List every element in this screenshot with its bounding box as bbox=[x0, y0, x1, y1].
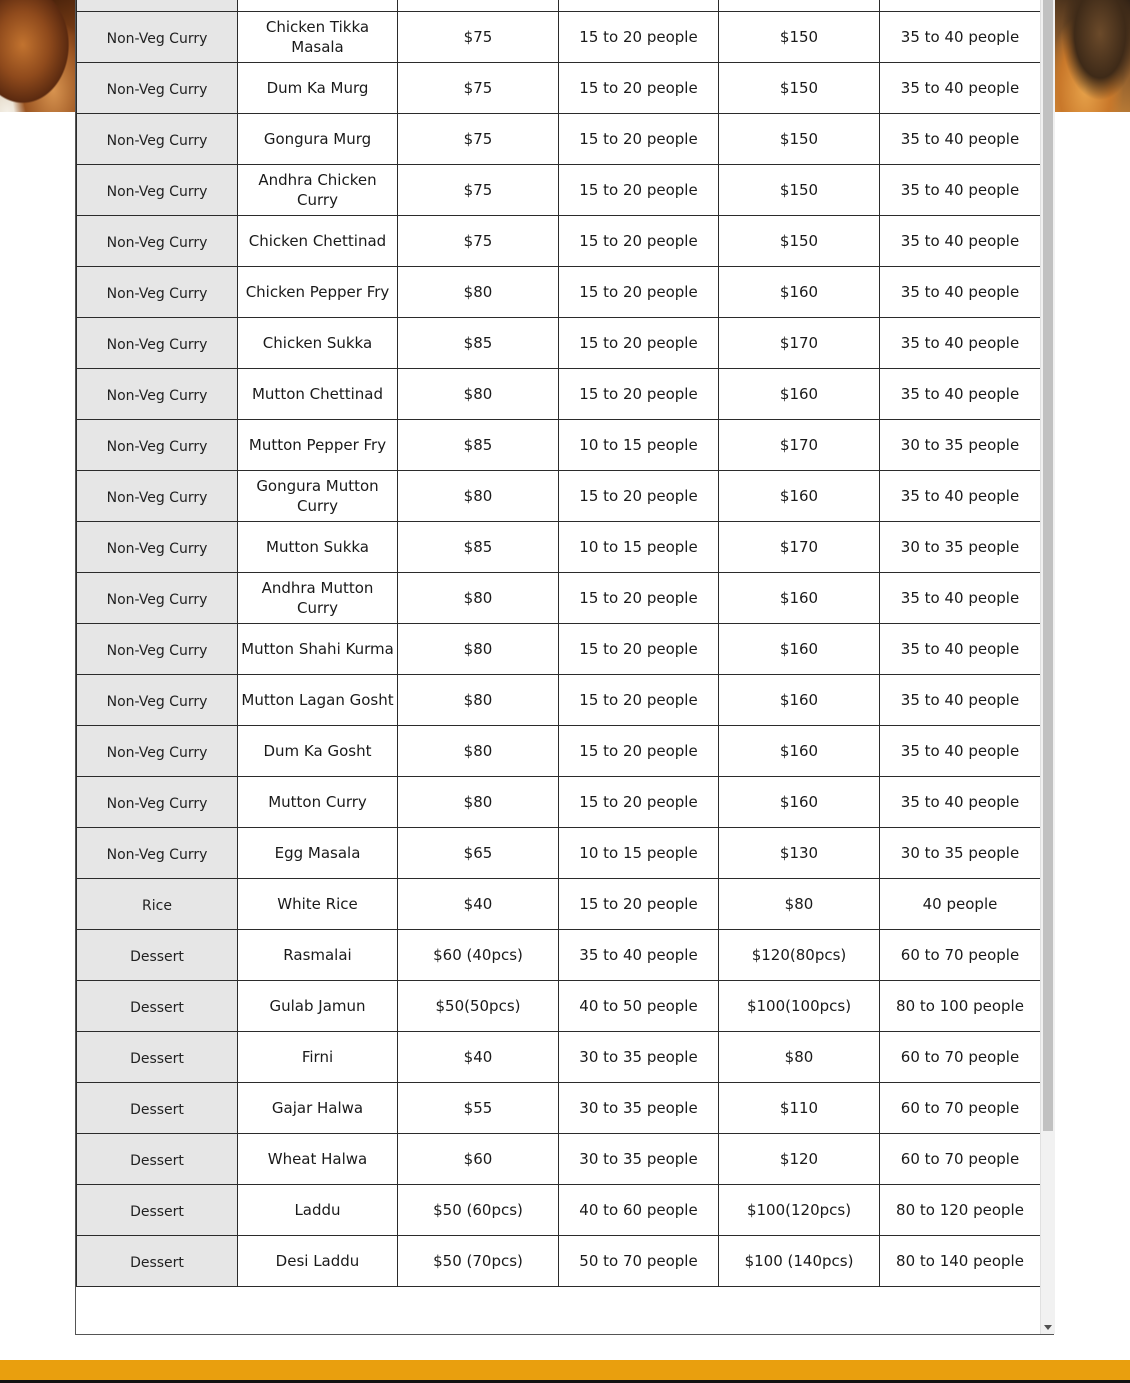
full-tray-serves-cell: 60 to 70 people bbox=[880, 930, 1041, 981]
half-tray-price-cell: $80 bbox=[398, 471, 559, 522]
table-row bbox=[77, 216, 1041, 267]
half-tray-serves-cell: 30 to 35 people bbox=[559, 1083, 719, 1134]
half-tray-price-cell: $60 bbox=[398, 1134, 559, 1185]
table-row bbox=[77, 1083, 1041, 1134]
half-tray-price-cell: $50(50pcs) bbox=[398, 981, 559, 1032]
full-tray-price-cell: $160 bbox=[719, 624, 880, 675]
category-cell bbox=[77, 1134, 238, 1185]
half-tray-serves-cell: 15 to 20 people bbox=[559, 369, 719, 420]
item-name-cell: Chicken Pepper Fry bbox=[238, 267, 398, 318]
half-tray-serves-cell: 15 to 20 people bbox=[559, 318, 719, 369]
item-name-cell: Andhra Mutton Curry bbox=[238, 573, 398, 624]
half-tray-serves-cell: 15 to 20 people bbox=[559, 216, 719, 267]
full-tray-serves-cell: 35 to 40 people bbox=[880, 267, 1041, 318]
category-cell bbox=[77, 63, 238, 114]
category-label: Non-Veg Curry bbox=[106, 643, 208, 659]
full-tray-serves-cell: 35 to 40 people bbox=[880, 573, 1041, 624]
half-tray-serves-cell: 35 to 40 people bbox=[559, 930, 719, 981]
category-cell bbox=[77, 522, 238, 573]
half-tray-price-cell: $50 (70pcs) bbox=[398, 1236, 559, 1287]
table-row bbox=[77, 573, 1041, 624]
full-tray-serves-cell: 35 to 40 people bbox=[880, 726, 1041, 777]
category-label: Non-Veg Curry bbox=[106, 745, 208, 761]
half-tray-price-cell: $75 bbox=[398, 114, 559, 165]
table-row bbox=[77, 981, 1041, 1032]
half-tray-serves-cell: 15 to 20 people bbox=[559, 267, 719, 318]
full-tray-serves-cell bbox=[880, 0, 1041, 12]
half-tray-price-cell: $65 bbox=[398, 828, 559, 879]
half-tray-price-cell: $85 bbox=[398, 522, 559, 573]
full-tray-price-cell: $170 bbox=[719, 318, 880, 369]
table-row bbox=[77, 675, 1041, 726]
table-row bbox=[77, 624, 1041, 675]
menu-table-container[interactable] bbox=[75, 0, 1054, 1335]
half-tray-serves-cell: 15 to 20 people bbox=[559, 471, 719, 522]
category-label: Dessert bbox=[130, 1102, 184, 1118]
table-row bbox=[77, 63, 1041, 114]
table-scrollbar[interactable] bbox=[1040, 0, 1055, 1334]
table-row bbox=[77, 12, 1041, 63]
category-cell bbox=[77, 216, 238, 267]
full-tray-price-cell: $150 bbox=[719, 114, 880, 165]
item-name-cell: Andhra Chicken Curry bbox=[238, 165, 398, 216]
full-tray-price-cell: $80 bbox=[719, 1032, 880, 1083]
catering-menu-table bbox=[76, 0, 1041, 1287]
full-tray-price-cell: $160 bbox=[719, 777, 880, 828]
category-label: Non-Veg Curry bbox=[106, 490, 208, 506]
category-cell bbox=[77, 1185, 238, 1236]
half-tray-price-cell bbox=[398, 0, 559, 12]
full-tray-serves-cell: 80 to 140 people bbox=[880, 1236, 1041, 1287]
full-tray-price-cell: $170 bbox=[719, 522, 880, 573]
category-cell bbox=[77, 573, 238, 624]
food-photo-right bbox=[1055, 0, 1130, 112]
full-tray-serves-cell: 35 to 40 people bbox=[880, 216, 1041, 267]
item-name-cell: Mutton Curry bbox=[238, 777, 398, 828]
table-row bbox=[77, 777, 1041, 828]
category-cell bbox=[77, 1236, 238, 1287]
food-photo-left bbox=[0, 0, 76, 112]
full-tray-serves-cell: 35 to 40 people bbox=[880, 63, 1041, 114]
category-label: Dessert bbox=[130, 1153, 184, 1169]
item-name-cell: Laddu bbox=[238, 1185, 398, 1236]
half-tray-serves-cell: 10 to 15 people bbox=[559, 420, 719, 471]
category-cell bbox=[77, 726, 238, 777]
category-cell bbox=[77, 828, 238, 879]
half-tray-serves-cell: 15 to 20 people bbox=[559, 675, 719, 726]
half-tray-serves-cell: 15 to 20 people bbox=[559, 12, 719, 63]
half-tray-price-cell: $80 bbox=[398, 777, 559, 828]
half-tray-price-cell: $55 bbox=[398, 1083, 559, 1134]
category-label: Non-Veg Curry bbox=[106, 592, 208, 608]
category-label: Non-Veg Curry bbox=[106, 439, 208, 455]
full-tray-serves-cell: 30 to 35 people bbox=[880, 522, 1041, 573]
full-tray-serves-cell: 35 to 40 people bbox=[880, 12, 1041, 63]
item-name-cell: White Rice bbox=[238, 879, 398, 930]
half-tray-serves-cell: 15 to 20 people bbox=[559, 63, 719, 114]
category-cell bbox=[77, 267, 238, 318]
full-tray-serves-cell: 35 to 40 people bbox=[880, 165, 1041, 216]
category-cell bbox=[77, 675, 238, 726]
item-name-cell: Desi Laddu bbox=[238, 1236, 398, 1287]
full-tray-serves-cell: 60 to 70 people bbox=[880, 1032, 1041, 1083]
half-tray-serves-cell: 40 to 60 people bbox=[559, 1185, 719, 1236]
category-label: Rice bbox=[142, 898, 172, 914]
item-name-cell: Gongura Murg bbox=[238, 114, 398, 165]
table-row bbox=[77, 1134, 1041, 1185]
scrollbar-thumb[interactable] bbox=[1043, 0, 1053, 1131]
item-name-cell: Chicken Sukka bbox=[238, 318, 398, 369]
full-tray-serves-cell: 35 to 40 people bbox=[880, 624, 1041, 675]
item-name-cell: Mutton Sukka bbox=[238, 522, 398, 573]
item-name-cell bbox=[238, 0, 398, 12]
full-tray-price-cell: $150 bbox=[719, 12, 880, 63]
category-label: Non-Veg Curry bbox=[106, 133, 208, 149]
item-name-cell: Egg Masala bbox=[238, 828, 398, 879]
half-tray-price-cell: $40 bbox=[398, 1032, 559, 1083]
category-label: Non-Veg Curry bbox=[106, 694, 208, 710]
table-row bbox=[77, 267, 1041, 318]
half-tray-price-cell: $80 bbox=[398, 573, 559, 624]
category-cell bbox=[77, 12, 238, 63]
full-tray-serves-cell: 35 to 40 people bbox=[880, 369, 1041, 420]
item-name-cell: Wheat Halwa bbox=[238, 1134, 398, 1185]
half-tray-price-cell: $75 bbox=[398, 216, 559, 267]
category-label: Non-Veg Curry bbox=[106, 286, 208, 302]
half-tray-serves-cell: 30 to 35 people bbox=[559, 1134, 719, 1185]
half-tray-serves-cell: 15 to 20 people bbox=[559, 777, 719, 828]
item-name-cell: Mutton Chettinad bbox=[238, 369, 398, 420]
half-tray-serves-cell: 40 to 50 people bbox=[559, 981, 719, 1032]
full-tray-price-cell: $100(100pcs) bbox=[719, 981, 880, 1032]
category-label: Non-Veg Curry bbox=[106, 847, 208, 863]
category-cell bbox=[77, 777, 238, 828]
full-tray-price-cell: $110 bbox=[719, 1083, 880, 1134]
full-tray-price-cell: $160 bbox=[719, 471, 880, 522]
category-label: Dessert bbox=[130, 949, 184, 965]
category-label: Dessert bbox=[130, 1204, 184, 1220]
category-label: Dessert bbox=[130, 1051, 184, 1067]
table-row bbox=[77, 318, 1041, 369]
table-row bbox=[77, 1185, 1041, 1236]
full-tray-price-cell: $100 (140pcs) bbox=[719, 1236, 880, 1287]
full-tray-price-cell: $160 bbox=[719, 573, 880, 624]
half-tray-price-cell: $80 bbox=[398, 726, 559, 777]
half-tray-price-cell: $60 (40pcs) bbox=[398, 930, 559, 981]
half-tray-serves-cell bbox=[559, 0, 719, 12]
category-cell bbox=[77, 624, 238, 675]
category-cell bbox=[77, 1083, 238, 1134]
table-row bbox=[77, 522, 1041, 573]
full-tray-price-cell: $150 bbox=[719, 216, 880, 267]
category-label: Non-Veg Curry bbox=[106, 82, 208, 98]
table-row bbox=[77, 1236, 1041, 1287]
category-label: Dessert bbox=[130, 1000, 184, 1016]
table-row bbox=[77, 726, 1041, 777]
half-tray-serves-cell: 30 to 35 people bbox=[559, 1032, 719, 1083]
full-tray-serves-cell: 35 to 40 people bbox=[880, 471, 1041, 522]
category-label: Non-Veg Curry bbox=[106, 337, 208, 353]
half-tray-serves-cell: 15 to 20 people bbox=[559, 726, 719, 777]
full-tray-serves-cell: 80 to 100 people bbox=[880, 981, 1041, 1032]
item-name-cell: Firni bbox=[238, 1032, 398, 1083]
category-cell bbox=[77, 0, 238, 12]
category-cell bbox=[77, 114, 238, 165]
full-tray-serves-cell: 35 to 40 people bbox=[880, 675, 1041, 726]
scroll-down-arrow-icon[interactable] bbox=[1044, 1325, 1052, 1330]
half-tray-price-cell: $80 bbox=[398, 675, 559, 726]
full-tray-price-cell: $150 bbox=[719, 165, 880, 216]
category-cell bbox=[77, 879, 238, 930]
table-row bbox=[77, 930, 1041, 981]
full-tray-price-cell: $160 bbox=[719, 369, 880, 420]
full-tray-serves-cell: 80 to 120 people bbox=[880, 1185, 1041, 1236]
full-tray-price-cell: $160 bbox=[719, 675, 880, 726]
category-cell bbox=[77, 930, 238, 981]
category-label: Non-Veg Curry bbox=[106, 31, 208, 47]
full-tray-price-cell: $100(120pcs) bbox=[719, 1185, 880, 1236]
footer-accent-band bbox=[0, 1360, 1130, 1380]
half-tray-price-cell: $40 bbox=[398, 879, 559, 930]
half-tray-price-cell: $80 bbox=[398, 624, 559, 675]
item-name-cell: Rasmalai bbox=[238, 930, 398, 981]
category-cell bbox=[77, 1032, 238, 1083]
full-tray-serves-cell: 30 to 35 people bbox=[880, 828, 1041, 879]
category-label: Non-Veg Curry bbox=[106, 796, 208, 812]
full-tray-serves-cell: 60 to 70 people bbox=[880, 1083, 1041, 1134]
item-name-cell: Mutton Shahi Kurma bbox=[238, 624, 398, 675]
table-row bbox=[77, 114, 1041, 165]
category-cell bbox=[77, 420, 238, 471]
category-cell bbox=[77, 318, 238, 369]
item-name-cell: Gajar Halwa bbox=[238, 1083, 398, 1134]
half-tray-price-cell: $80 bbox=[398, 369, 559, 420]
category-label: Non-Veg Curry bbox=[106, 388, 208, 404]
item-name-cell: Dum Ka Gosht bbox=[238, 726, 398, 777]
table-row bbox=[77, 369, 1041, 420]
category-cell bbox=[77, 369, 238, 420]
half-tray-price-cell: $50 (60pcs) bbox=[398, 1185, 559, 1236]
category-cell bbox=[77, 471, 238, 522]
category-label: Dessert bbox=[130, 1255, 184, 1271]
table-row bbox=[77, 0, 1041, 12]
full-tray-price-cell: $160 bbox=[719, 726, 880, 777]
half-tray-price-cell: $75 bbox=[398, 165, 559, 216]
half-tray-serves-cell: 15 to 20 people bbox=[559, 624, 719, 675]
category-label: Non-Veg Curry bbox=[106, 184, 208, 200]
full-tray-price-cell: $120(80pcs) bbox=[719, 930, 880, 981]
item-name-cell: Mutton Lagan Gosht bbox=[238, 675, 398, 726]
full-tray-price-cell: $160 bbox=[719, 267, 880, 318]
full-tray-serves-cell: 60 to 70 people bbox=[880, 1134, 1041, 1185]
item-name-cell: Chicken Tikka Masala bbox=[238, 12, 398, 63]
half-tray-price-cell: $75 bbox=[398, 12, 559, 63]
full-tray-serves-cell: 35 to 40 people bbox=[880, 318, 1041, 369]
half-tray-price-cell: $80 bbox=[398, 267, 559, 318]
half-tray-serves-cell: 10 to 15 people bbox=[559, 828, 719, 879]
half-tray-price-cell: $85 bbox=[398, 420, 559, 471]
half-tray-serves-cell: 50 to 70 people bbox=[559, 1236, 719, 1287]
full-tray-serves-cell: 35 to 40 people bbox=[880, 777, 1041, 828]
full-tray-price-cell: $170 bbox=[719, 420, 880, 471]
full-tray-price-cell: $80 bbox=[719, 879, 880, 930]
category-cell bbox=[77, 165, 238, 216]
half-tray-price-cell: $75 bbox=[398, 63, 559, 114]
half-tray-serves-cell: 15 to 20 people bbox=[559, 573, 719, 624]
item-name-cell: Mutton Pepper Fry bbox=[238, 420, 398, 471]
item-name-cell: Gongura Mutton Curry bbox=[238, 471, 398, 522]
category-label: Non-Veg Curry bbox=[106, 541, 208, 557]
menu-table-body bbox=[77, 0, 1041, 1287]
full-tray-price-cell bbox=[719, 0, 880, 12]
item-name-cell: Dum Ka Murg bbox=[238, 63, 398, 114]
half-tray-serves-cell: 15 to 20 people bbox=[559, 879, 719, 930]
category-label: Non-Veg Curry bbox=[106, 235, 208, 251]
table-row bbox=[77, 828, 1041, 879]
half-tray-serves-cell: 15 to 20 people bbox=[559, 165, 719, 216]
full-tray-serves-cell: 30 to 35 people bbox=[880, 420, 1041, 471]
full-tray-serves-cell: 40 people bbox=[880, 879, 1041, 930]
half-tray-serves-cell: 10 to 15 people bbox=[559, 522, 719, 573]
item-name-cell: Gulab Jamun bbox=[238, 981, 398, 1032]
full-tray-price-cell: $120 bbox=[719, 1134, 880, 1185]
table-row bbox=[77, 165, 1041, 216]
full-tray-price-cell: $130 bbox=[719, 828, 880, 879]
table-row bbox=[77, 1032, 1041, 1083]
category-cell bbox=[77, 981, 238, 1032]
item-name-cell: Chicken Chettinad bbox=[238, 216, 398, 267]
half-tray-serves-cell: 15 to 20 people bbox=[559, 114, 719, 165]
table-row bbox=[77, 420, 1041, 471]
table-row bbox=[77, 471, 1041, 522]
half-tray-price-cell: $85 bbox=[398, 318, 559, 369]
full-tray-price-cell: $150 bbox=[719, 63, 880, 114]
full-tray-serves-cell: 35 to 40 people bbox=[880, 114, 1041, 165]
table-row bbox=[77, 879, 1041, 930]
